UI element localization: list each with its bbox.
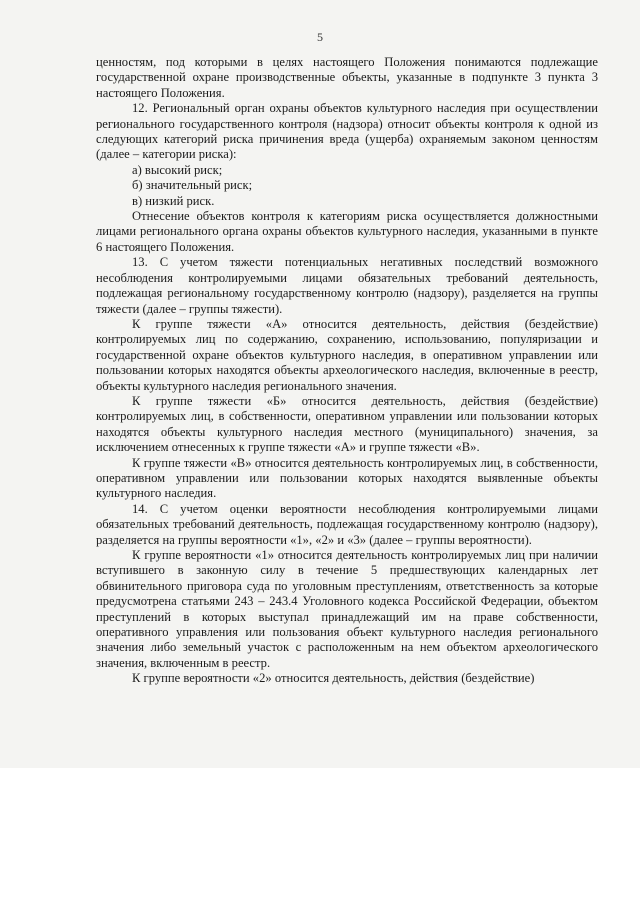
list-item: а) высокий риск; [132, 162, 223, 177]
list-item: в) низкий риск. [132, 193, 215, 208]
paragraph: К группе тяжести «А» относится деятельность, действия (бездействие) контролируемых лиц по содержанию, сохранению, использованию, популяризации и государственной охране объектов культурного наследия, в оперативном управлении или пользовании которых находятся объекты археологического наследия, включенные в реестр, объекты культурного наследия регионального значения. [96, 316, 598, 393]
paragraph: 13. С учетом тяжести потенциальных негативных последствий возможного несоблюдения контролируемыми лицами обязательных требований деятельность, подлежащая региональному государственному контролю (надзору), разделяется на группы тяжести (далее – группы тяжести). [96, 255, 598, 316]
paragraph: Отнесение объектов контроля к категориям риска осуществляется должностными лицами регионального органа охраны объектов культурного наследия, указанными в пункте 6 настоящего Положения. [96, 209, 598, 254]
paragraph: 14. С учетом оценки вероятности несоблюдения контролируемыми лицами обязательных требований деятельность, подлежащая государственному контролю (надзору), разделяется на группы вероятности «1», «2» и «3» (далее – группы вероятности). [96, 501, 598, 547]
paragraph: К группе вероятности «1» относится деятельность контролируемых лиц при наличии вступившего в законную силу в течение 5 предшествующих календарных лет обвинительного приговора суда по уголовным преступлениям, ответственность за которые предусмотрена статьями 243 – 243.4 Уголовного кодекса Российской Федерации, объектом преступлений в которых выступал принадлежащий им на праве собственности, оперативного управления или пользования объект культурного наследия регионального значения либо земельный участок с расположенным на нем объектом археологического значения, включенным в реестр. [96, 548, 598, 670]
list-item: б) значительный риск; [132, 178, 253, 193]
paragraph: 12. Региональный орган охраны объектов культурного наследия при осуществлении регионального государственного контроля (надзора) относит объекты контроля к одной из следующих категорий риска причинения вреда (ущерба) охраняемым законом ценностям (далее – категории риска): [96, 101, 598, 162]
document-body [96, 55, 598, 687]
paragraph: К группе тяжести «Б» относится деятельность, действия (бездействие) контролируемых лиц, в собственности, оперативном управлении или пользовании которых находятся объекты культурного наследия местного (муниципального) значения, за исключением отнесенных к группе тяжести «А» и группе тяжести «В». [96, 393, 598, 455]
page-number: 5 [317, 30, 323, 44]
paragraph: К группе вероятности «2» относится деятельность, действия (бездействие) [132, 671, 535, 686]
paragraph: К группе тяжести «В» относится деятельность контролируемых лиц, в собственности, оперативном управлении или пользовании которых находятся выявленные объекты культурного наследия. [96, 455, 598, 501]
paragraph: ценностям, под которыми в целях настоящего Положения понимаются подлежащие государственной охране производственные объекты, указанные в подпункте 3 пункта 3 настоящего Положения. [96, 55, 598, 100]
